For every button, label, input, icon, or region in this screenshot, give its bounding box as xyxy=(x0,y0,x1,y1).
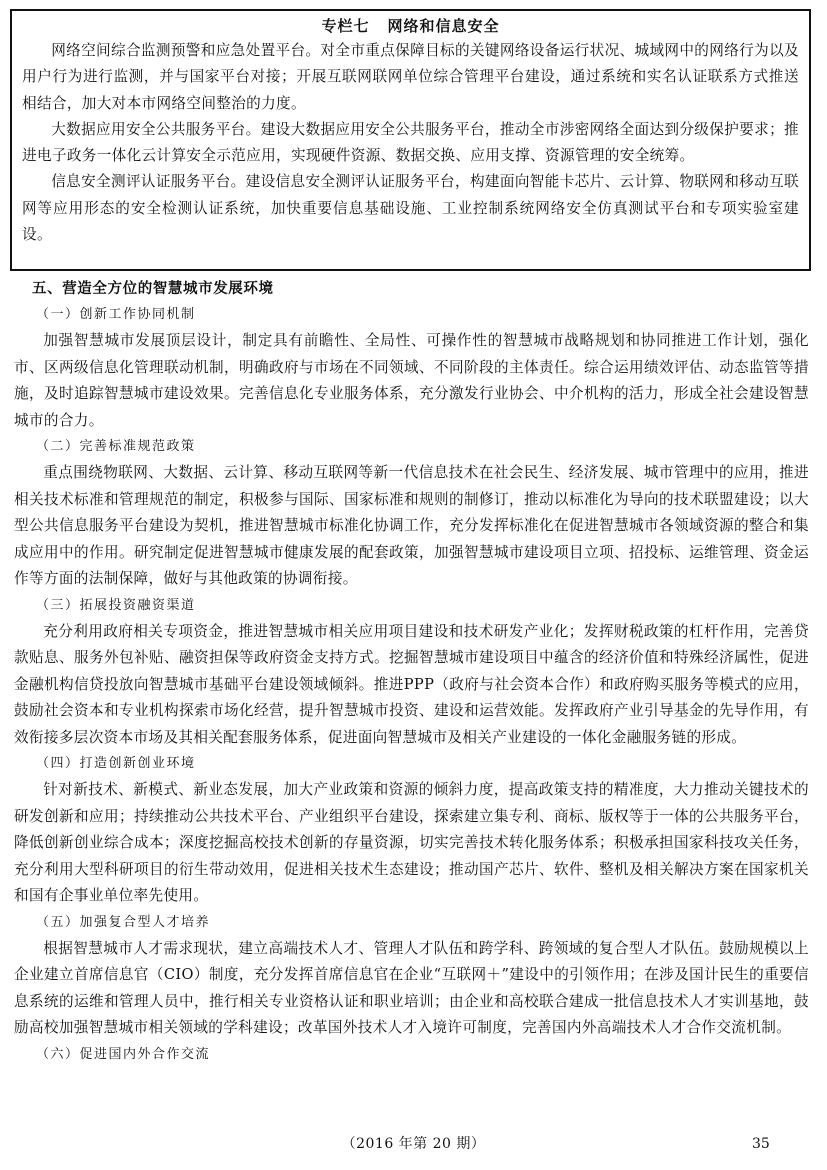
column-box-heading: 网络和信息安全 xyxy=(387,17,500,35)
section-title: 五、营造全方位的智慧城市发展环境 xyxy=(32,281,274,297)
subsection-title-5: （五）加强复合型人才培养 xyxy=(36,914,211,930)
column-paragraph-1: 网络空间综合监测预警和应急处置平台。对全市重点保障目标的关键网络设备运行状况、城域网中的网络行为以及用户行为进行监测，并与国家平台对接；开展互联网联网单位综合管理平台建设，通过系统和实名认证联系方式推送相结合，加大对本市网络空间整治的力度。 xyxy=(22,42,799,112)
column-box xyxy=(10,9,811,271)
subsection-text-1: 加强智慧城市发展顶层设计，制定具有前瞻性、全局性、可操作性的智慧城市战略规划和协同推进工作计划，强化市、区两级信息化管理联动机制，明确政府与市场在不同领域、不同阶段的主体责任。综合运用绩效评估、动态监管等措施，及时追踪智慧城市建设效果。完善信息化专业服务体系，充分激发行业协会、中介机构的活力，形成全社会建设智慧城市的合力。 xyxy=(14,332,809,429)
subsection-title-3: （三）拓展投资融资渠道 xyxy=(36,597,196,613)
subsection-text-5: 根据智慧城市人才需求现状，建立高端技术人才、管理人才队伍和跨学科、跨领域的复合型人才队伍。鼓励规模以上企业建立首席信息官（CIO）制度，充分发挥首席信息官在企业“互联网＋”建设中的引领作用；在涉及国计民生的重要信息系统的运维和管理人员中，推行相关专业资格认证和职业培训；由企业和高校联合建成一批信息技术人才实训基地，鼓励高校加强智慧城市相关领域的学科建设；改革国外技术人才入境许可制度，完善国内外高端技术人才合作交流机制。 xyxy=(14,939,809,1036)
column-box-title xyxy=(22,15,799,37)
column-box-label: 专栏七 xyxy=(321,17,370,35)
footer-issue: （2016 年第 20 期） xyxy=(341,1136,486,1152)
subsection-title-1: （一）创新工作协同机制 xyxy=(36,307,196,322)
column-paragraph-3: 信息安全测评认证服务平台。建设信息安全测评认证服务平台，构建面向智能卡芯片、云计算、物联网和移动互联网等应用形态的安全检测认证系统，加快重要信息基础设施、工业控制系统网络安全仿真测试平台和专项实验室建设。 xyxy=(22,173,799,244)
column-paragraph-2: 大数据应用安全公共服务平台。建设大数据应用安全公共服务平台，推动全市涉密网络全面达到分级保护要求；推进电子政务一体化云计算安全示范应用，实现硬件资源、数据交换、应用支撑、资源管理的安全统筹。 xyxy=(22,120,799,165)
subsection-text-4: 针对新技术、新模式、新业态发展，加大产业政策和资源的倾斜力度，提高政策支持的精准度，大力推动关键技术的研发创新和应用；持续推动公共技术平台、产业组织平台建设，探索建立集专利、商标、版权等于一体的公共服务平台，降低创新创业综合成本；深度挖掘高校技术创新的存量资源，切实完善技术转化服务体系；积极承担国家科技攻关任务，充分利用大型科研项目的衍生带动效用，促进相关技术生态建设；推动国产芯片、软件、整机及相关解决方案在国家机关和国有企事业单位率先使用。 xyxy=(14,781,809,904)
subsection-title-6: （六）促进国内外合作交流 xyxy=(36,1046,211,1062)
subsection-text-3: 充分利用政府相关专项资金，推进智慧城市相关应用项目建设和技术研发产业化；发挥财税政策的杠杆作用，完善贷款贴息、服务外包补贴、融资担保等政府资金支持方式。挖掘智慧城市建设项目中蕴含的经济价值和特殊经济属性，促进金融机构信贷投放向智慧城市基础平台建设领域倾斜。推进PPP（政府与社会资本合作）和政府购买服务等模式的应用，鼓励社会资本和专业机构探索市场化经营，提升智慧城市投资、建设和运营效能。发挥政府产业引导基金的先导作用，有效衔接多层次资本市场及其相关配套服务体系，促进面向智慧城市及相关产业建设的一体化金融服务链的形成。 xyxy=(14,622,809,746)
subsection-text-2: 重点围绕物联网、大数据、云计算、移动互联网等新一代信息技术在社会民生、经济发展、城市管理中的应用，推进相关技术标准和管理规范的制定，积极参与国际、国家标准和规则的制修订，推动以标准化为导向的技术联盟建设；以大型公共信息服务平台建设为契机，推进智慧城市标准化协调工作，充分发挥标准化在促进智慧城市各领域资源的整合和集成应用中的作用。研究制定促进智慧城市健康发展的配套政策，加强智慧城市建设项目立项、招投标、运维管理、资金运作等方面的法制保障，做好与其他政策的协调衔接。 xyxy=(14,464,809,587)
subsection-title-2: （二）完善标准规范政策 xyxy=(36,439,196,454)
page-number: 35 xyxy=(752,1136,770,1152)
main-content xyxy=(14,276,809,1068)
subsection-title-4: （四）打造创新创业环境 xyxy=(36,756,196,771)
